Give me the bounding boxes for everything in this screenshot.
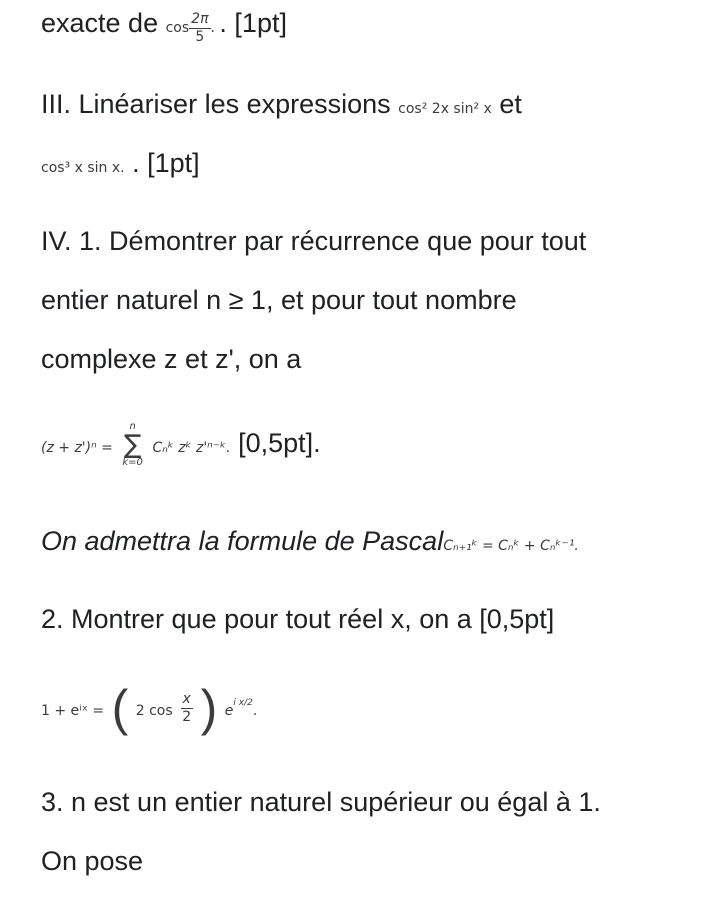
points-1pt-b: . [1pt] xyxy=(132,148,200,178)
open-paren: ( xyxy=(111,680,129,736)
math-binomial-rhs: Cₙᵏ zᵏ z'ⁿ⁻ᵏ. xyxy=(152,440,231,457)
points-0-5pt: [0,5pt]. xyxy=(238,428,321,459)
line-exercise-iii xyxy=(41,89,522,120)
math-period: . xyxy=(252,703,258,720)
exercise-iii-title: III. Linéariser les expressions xyxy=(41,89,391,119)
frac-x-over-2: $\frac{x}{2}$ xyxy=(182,691,192,725)
line-binomial-formula xyxy=(41,422,321,468)
close-paren: ) xyxy=(200,680,218,736)
text-exacte-de: exacte de xyxy=(41,8,159,38)
sum-symbol: n ∑ k=0 xyxy=(122,421,143,468)
line-entier-naturel: entier naturel n ≥ 1, et pour tout nombre xyxy=(41,285,517,315)
math-binomial-lhs: (z + z')ⁿ = xyxy=(41,440,113,457)
math-exp-base: e xyxy=(224,703,234,720)
line-question-2: 2. Montrer que pour tout réel x, on a [0,5pt] xyxy=(41,604,555,634)
math-cos3-x-sin-x: cos³ x sin x. xyxy=(41,160,125,176)
line-exacte-de xyxy=(41,8,287,45)
math-pascal-formula: Cₙ₊₁ᵏ = Cₙᵏ + Cₙᵏ⁻¹. xyxy=(443,538,579,554)
math-2cos: 2 cos xyxy=(135,703,173,720)
points-1pt: . [1pt] xyxy=(219,8,287,38)
line-exercise-iv: IV. 1. Démontrer par récurrence que pour tout xyxy=(41,226,587,256)
math-exp-power: i x/2 xyxy=(233,698,253,709)
math-euler-lhs: 1 + eⁱˣ = xyxy=(41,703,105,720)
math-cos2-2x-sin2-x: cos² 2x sin² x xyxy=(398,101,492,117)
line-euler-formula xyxy=(41,680,258,736)
line-complexe: complexe z et z', on a xyxy=(41,344,302,374)
line-on-pose: On pose xyxy=(41,846,144,876)
line-question-3: 3. n est un entier naturel supérieur ou égal à 1. xyxy=(41,787,601,817)
pascal-text: On admettra la formule de Pascal xyxy=(41,526,444,556)
line-pascal xyxy=(41,526,579,557)
math-cos-2pi-over-5: cos $\frac{2\pi}{5}$ . xyxy=(165,11,215,45)
text-et: et xyxy=(499,89,522,119)
line-cos3-sin xyxy=(41,148,200,179)
